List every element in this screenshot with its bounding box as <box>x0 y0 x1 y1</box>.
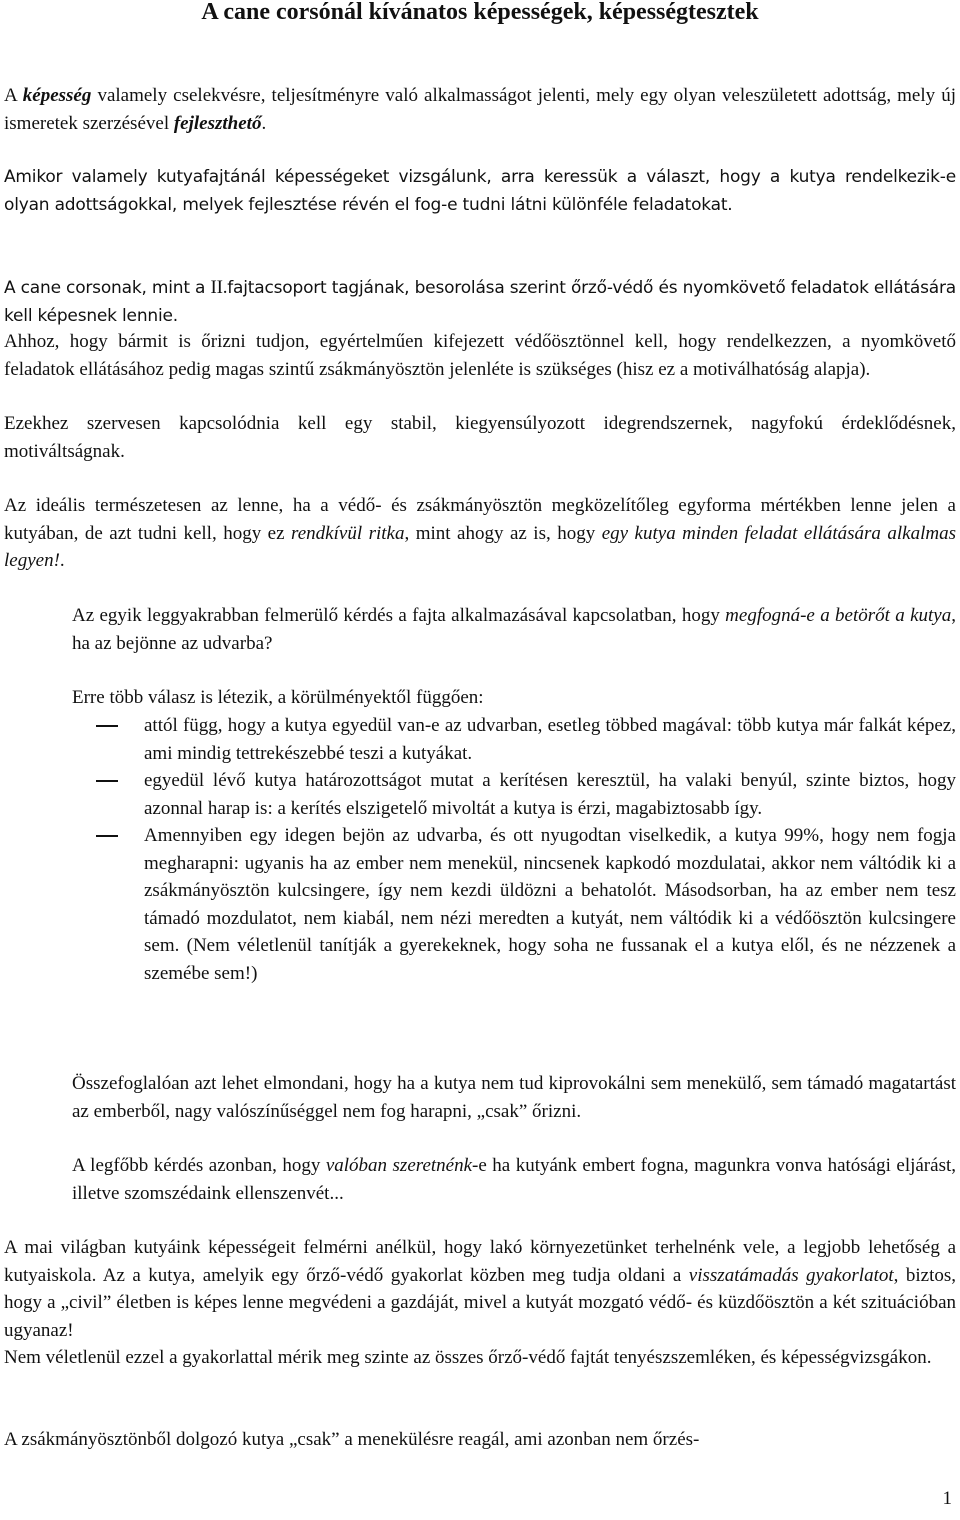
paragraph-breed-shows: Nem véletlenül ezzel a gyakorlattal mérik meg szinte az összes őrző-védő fajtát tenyészszemléken, és képességvizsgákon. <box>4 1347 932 1368</box>
paragraph-question: Az egyik leggyakrabban felmerülő kérdés a fajta alkalmazásával kapcsolatban, hogy megfogná-e a betörőt a kutya, ha az bejönne az udvarba? <box>72 605 956 654</box>
list-item: egyedül lévő kutya határozottságot mutat a kerítésen keresztül, ha valaki benyúl, szinte biztos, hogy azonnal harap is: a kerítés elszigetelő mivoltát a kutya is érzi, magabiztosabb így. <box>72 767 956 822</box>
paragraph-dog-school: A mai világban kutyáink képességeit felmérni anélkül, hogy lakó környezetünket terhelnénk vele, a legjobb lehetőség a kutyaiskola. Az a kutya, amelyik egy őrző-védő gyakorlat közben meg tudja oldani a visszatámadás gyakorlatot, biztos, hogy a „civil” életben is képes lenne megvédeni a gazdáját, mivel a kutyát mozgató védő- és küzdőösztön a két szituációban ugyanaz! <box>4 1237 957 1341</box>
list-item: Amennyiben egy idegen bejön az udvarba, és ott nyugodtan viselkedik, a kutya 99%, hogy nem fogja megharapni: ugyanis ha az ember nem menekül, nincsenek kapkodó mozdulatai, akkor nem váltódik ki a zsákmányösztön kulcsingere, így nem kezdi üldözni a behatolót. Másodsorban, ha az ember nem tesz támadó mozdulatot, nem kiabál, nem nézi meredten a kutyát, nem váltódik ki a védőösztön kulcsingere sem. (Nem véletlenül tanítják a gyerekeknek, hogy soha ne fussanak el a kutya elől, és ne nézzenek a szemébe sem!) <box>72 822 956 987</box>
answers-list <box>72 712 956 987</box>
paragraph-instincts: Ahhoz, hogy bármit is őrizni tudjon, egyértelműen kifejezett védőösztönnel kell, hogy rendelkezzen, a nyomkövető feladatok ellátásához pedig magas szintű zsákmányösztön jelenléte is szükséges (hisz ez a motiválhatóság alapja). <box>4 331 956 380</box>
paragraph-nervous-system: Ezekhez szervesen kapcsolódnia kell egy stabil, kiegyensúlyozott idegrendszernek, nagyfokú érdeklődésnek, motiváltságnak. <box>4 413 956 462</box>
dash-bullet-icon <box>96 835 118 837</box>
paragraph-intro: Amikor valamely kutyafajtánál képességeket vizsgálunk, arra keressük a választ, hogy a kutya rendelkezik-e olyan adottságokkal, melyek fejlesztése révén el fog-e tudni látni különféle feladatokat. <box>4 167 956 215</box>
paragraph-ideal: Az ideális természetesen az lenne, ha a védő- és zsákmányösztön megközelítőleg egyforma mértékben lenne jelen a kutyában, de azt tudni kell, hogy ez rendkívül ritka, mint ahogy az is, hogy egy kutya minden feladat ellátására alkalmas legyen!. <box>4 495 957 571</box>
page-number: 1 <box>942 1488 952 1509</box>
dash-bullet-icon <box>96 780 118 782</box>
paragraph-main-question: A legfőbb kérdés azonban, hogy valóban szeretnénk-e ha kutyánk embert fogna, magunkra vonva hatósági eljárást, illetve szomszédaink ellenszenvét... <box>72 1155 956 1204</box>
list-item: attól függ, hogy a kutya egyedül van-e az udvarban, esetleg többed magával: több kutya már falkát képez, ami mindig tettrekészebbé teszi a kutyákat. <box>72 712 956 767</box>
paragraph-definition: A képesség valamely cselekvésre, teljesítményre való alkalmasságot jelenti, mely egy olyan veleszületett adottság, mely új ismeretek szerzésével fejleszthető. <box>4 85 956 134</box>
paragraph-answers-intro: Erre több válasz is létezik, a körülményektől függően: <box>72 687 484 708</box>
dash-bullet-icon <box>96 725 118 727</box>
paragraph-group: A cane corsonak, mint a II.fajtacsoport tagjának, besorolása szerint őrző-védő és nyomkövető feladatok ellátására kell képesnek lennie. <box>4 277 957 326</box>
paragraph-prey-instinct: A zsákmányösztönből dolgozó kutya „csak” a menekülésre reagál, ami azonban nem őrzés- <box>4 1429 700 1450</box>
emphasis-fejlesztheto: fejleszthető <box>173 112 262 134</box>
emphasis-kepesseg: képesség <box>22 85 92 106</box>
page-title: A cane corsónál kívánatos képességek, képességtesztek <box>201 0 759 25</box>
paragraph-summary: Összefoglalóan azt lehet elmondani, hogy ha a kutya nem tud kiprovokálni sem menekülő, sem támadó magatartást az emberből, nagy valószínűséggel nem fog harapni, „csak” őrizni. <box>72 1073 956 1122</box>
